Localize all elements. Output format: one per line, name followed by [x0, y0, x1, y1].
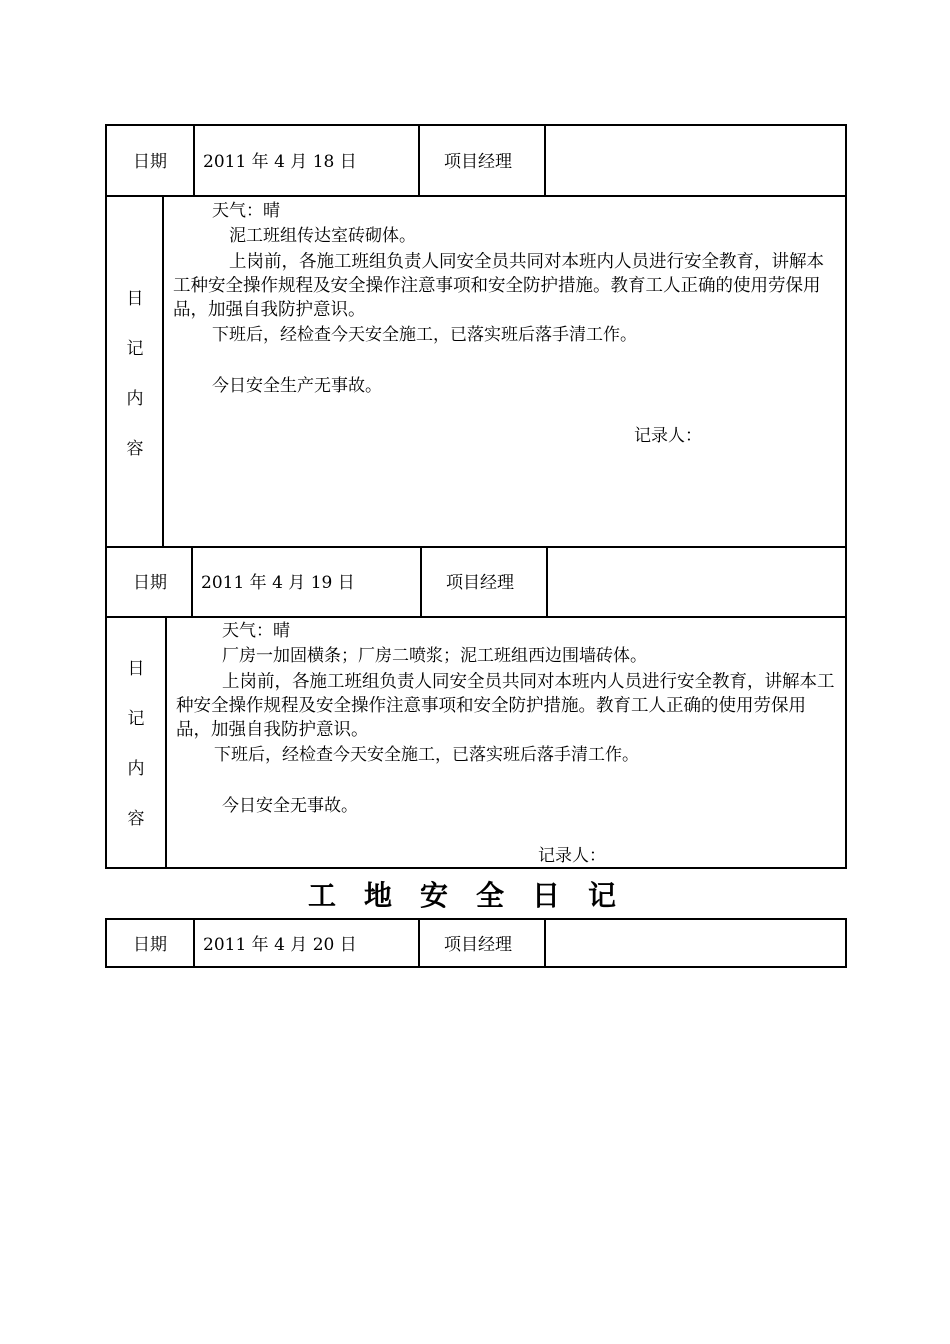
project-manager-label: 项目经理 [446, 573, 514, 593]
date-value: 2011 年 4 月 20 日 [203, 935, 357, 955]
weather-text: 天气：晴 [212, 201, 280, 221]
content-label-char: 内 [127, 759, 145, 779]
safety-result: 今日安全无事故。 [222, 796, 358, 816]
safety-result: 今日安全生产无事故。 [212, 376, 382, 396]
after-work-check: 下班后，经检查今天安全施工，已落实班后落手清工作。 [214, 745, 639, 765]
weather-text: 天气：晴 [222, 621, 290, 641]
after-work-check: 下班后，经检查今天安全施工，已落实班后落手清工作。 [212, 325, 637, 345]
project-manager-label: 项目经理 [444, 935, 512, 955]
content-label-char: 容 [127, 809, 145, 829]
date-value: 2011 年 4 月 19 日 [201, 573, 355, 593]
recorder-label: 记录人： [538, 846, 606, 866]
date-value: 2011 年 4 月 18 日 [203, 152, 357, 172]
content-label-char: 容 [126, 439, 144, 459]
safety-education-paragraph: 上岗前，各施工班组负责人同安全员共同对本班内人员进行安全教育，讲解本工种安全操作规程及安全操作注意事项和安全防护措施。教育工人正确的使用劳保用品，加强自我防护意识。 [173, 252, 824, 320]
project-manager-label: 项目经理 [444, 152, 512, 172]
date-label: 日期 [133, 935, 167, 955]
date-label: 日期 [133, 573, 167, 593]
work-summary: 泥工班组传达室砖砌体。 [229, 226, 416, 246]
date-label: 日期 [133, 152, 167, 172]
recorder-label: 记录人： [634, 426, 702, 446]
content-label-char: 记 [126, 339, 144, 359]
content-label-char: 日 [127, 659, 145, 679]
safety-education-paragraph: 上岗前，各施工班组负责人同安全员共同对本班内人员进行安全教育，讲解本工种安全操作规程及安全操作注意事项和安全防护措施。教育工人正确的使用劳保用品，加强自我防护意识。 [176, 672, 835, 740]
content-label-char: 内 [126, 389, 144, 409]
section-title: 工地安全日记 [307, 879, 644, 912]
work-summary: 厂房一加固横条；厂房二喷浆；泥工班组西边围墙砖体。 [222, 646, 647, 666]
content-label-char: 日 [126, 289, 144, 309]
content-label-char: 记 [127, 709, 145, 729]
